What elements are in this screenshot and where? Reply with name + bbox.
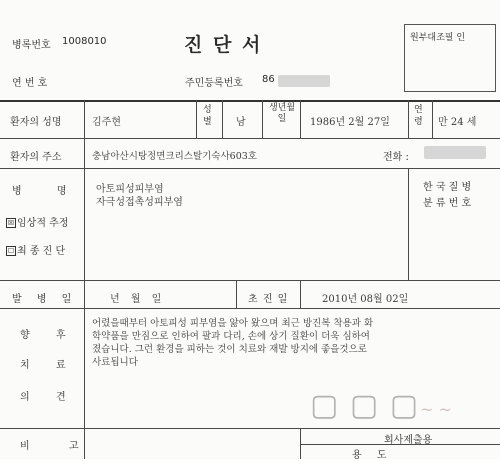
- disease-1: 아토피성피부염: [96, 184, 164, 195]
- phone-redaction-mask: [424, 146, 486, 159]
- clinical-estimate-option: [6, 214, 68, 229]
- document-title: 진 단 서: [184, 34, 263, 56]
- watermark-script: ~ ~: [420, 400, 452, 419]
- resident-id-value: 86: [262, 74, 275, 85]
- patient-name-label: 환자의 성명: [10, 117, 62, 128]
- remarks-label: 비 고: [20, 441, 97, 452]
- patient-sex: 남: [236, 117, 246, 128]
- disease-name-label: 병 명: [12, 186, 83, 197]
- age-label: 연령: [414, 105, 423, 127]
- final-diagnosis-label: 최 종 진 단: [17, 246, 66, 257]
- copy-check-note: 원부대조필 인: [410, 33, 466, 43]
- clinical-checkbox: ☒: [7, 219, 15, 227]
- opinion-label-char-5: 의: [20, 392, 30, 403]
- opinion-line-4: 사료됩니다: [92, 357, 138, 368]
- opinion-line-3: 졌습니다. 그런 환경을 피하는 것이 치료와 재발 방지에 좋을것으로: [92, 344, 367, 355]
- onset-date-label: 발 병 일: [12, 294, 78, 305]
- opinion-line-1: 어렸을때부터 아토피성 피부염을 앓아 왔으며 최근 방진복 착용과 화: [92, 318, 374, 329]
- address-label: 환자의 주소: [10, 152, 62, 163]
- patient-age: 만 24 세: [438, 117, 477, 128]
- patient-address: 충남아산시탕정면크리스탈기숙사603호: [92, 151, 257, 162]
- sex-label: 성별: [203, 105, 212, 127]
- opinion-label-char-6: 견: [56, 392, 66, 403]
- first-visit-date: 2010년 08월 02일: [322, 294, 409, 305]
- final-checkbox: ☐: [7, 247, 15, 255]
- registration-number: 1008010: [62, 36, 107, 47]
- watermark: ▢ ▢ ▢: [310, 388, 420, 423]
- final-diagnosis-option: [6, 242, 65, 257]
- resident-id-label: 주민등록번호: [185, 78, 243, 89]
- classification-label-2: 분 류 번 호: [423, 198, 472, 209]
- opinion-label-char-4: 료: [56, 360, 66, 371]
- phone-label: 전화 :: [383, 152, 409, 163]
- birth-date: 1986년 2월 27일: [310, 117, 390, 128]
- patient-name: 김주현: [92, 117, 121, 128]
- opinion-label-char-3: 치: [20, 360, 30, 371]
- classification-label-1: 한 국 질 병: [423, 182, 472, 193]
- first-visit-label: 초 진 일: [248, 294, 289, 305]
- redaction-mask: [278, 75, 330, 87]
- onset-date: 년 월 일: [110, 294, 166, 305]
- disease-2: 자극성접촉성피부염: [96, 197, 183, 208]
- opinion-label-char-2: 후: [56, 330, 66, 341]
- birth-label: 생년월일: [268, 103, 296, 124]
- opinion-line-2: 학약품을 만짐으로 인하여 팔과 다리, 손에 상기 질환이 더욱 심하여: [92, 331, 370, 342]
- opinion-label-char-1: 향: [20, 330, 30, 341]
- clinical-estimate-label: 임상적 추정: [17, 218, 69, 229]
- purpose-label: 용 도: [352, 450, 393, 461]
- serial-label: 연 번 호: [12, 78, 48, 89]
- purpose-value: 회사제출용: [384, 435, 433, 446]
- registration-label: 병록번호: [12, 40, 51, 51]
